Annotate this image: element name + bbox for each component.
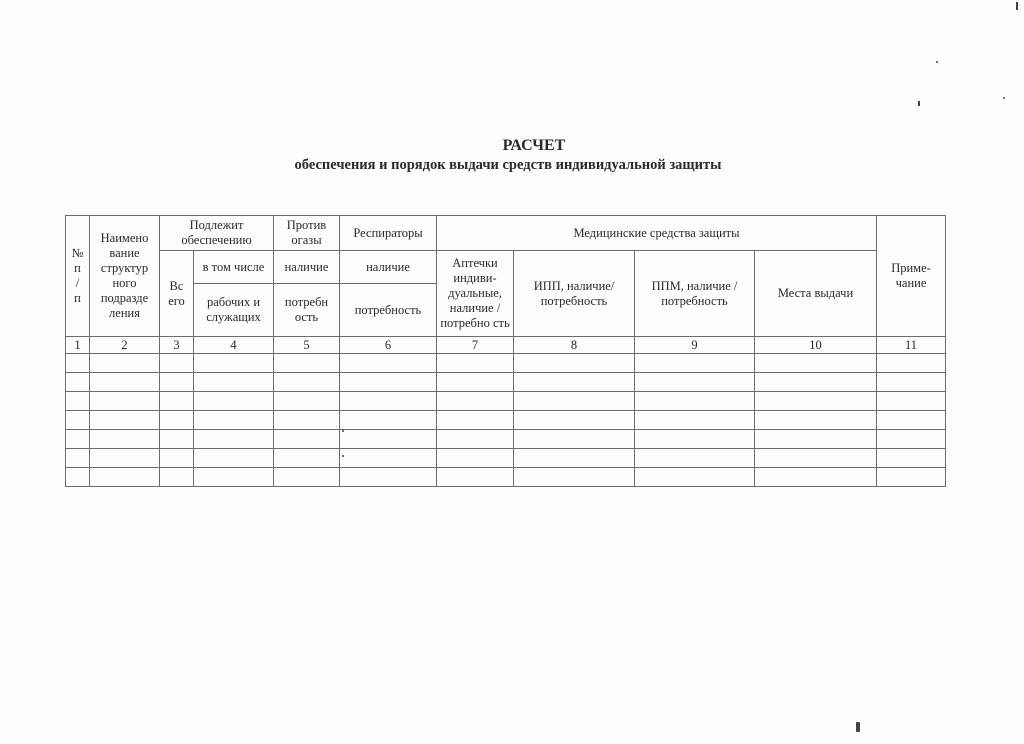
table-cell <box>274 354 340 373</box>
scan-speck <box>1003 97 1005 99</box>
table-cell <box>437 411 514 430</box>
table-cell <box>90 392 160 411</box>
table-cell <box>514 468 635 487</box>
table-cell <box>66 468 90 487</box>
table-row <box>66 373 946 392</box>
table-cell <box>160 354 194 373</box>
scan-speck <box>342 430 344 432</box>
table-cell <box>755 411 877 430</box>
table-cell <box>437 373 514 392</box>
table-cell <box>755 392 877 411</box>
column-number: 9 <box>635 337 755 354</box>
table-cell <box>877 449 946 468</box>
table-cell <box>514 373 635 392</box>
table-cell <box>66 373 90 392</box>
header-respirators: Респираторы <box>340 216 437 251</box>
ppe-table <box>65 215 946 487</box>
column-number: 2 <box>90 337 160 354</box>
document-title: РАСЧЕТ <box>502 137 566 154</box>
table-cell <box>437 468 514 487</box>
scan-speck <box>856 722 860 732</box>
table-cell <box>755 354 877 373</box>
table-cell <box>194 373 274 392</box>
header-issue-places: Места выдачи <box>755 251 877 337</box>
table-row <box>66 449 946 468</box>
scan-speck <box>1016 2 1018 10</box>
blank-rows <box>66 354 946 487</box>
table-cell <box>635 392 755 411</box>
table-row <box>66 468 946 487</box>
table-cell <box>160 468 194 487</box>
table-cell <box>66 411 90 430</box>
table-cell <box>340 373 437 392</box>
table-cell <box>274 392 340 411</box>
table-cell <box>340 354 437 373</box>
table-cell <box>514 430 635 449</box>
table-cell <box>66 449 90 468</box>
column-number: 1 <box>66 337 90 354</box>
table-cell <box>66 430 90 449</box>
table-cell <box>340 392 437 411</box>
table-cell <box>514 354 635 373</box>
scan-speck <box>918 101 920 106</box>
header-subdivision: Наимено вание структур ного подразде ления <box>90 216 160 337</box>
header-gas-masks-need: потребн ость <box>274 284 340 337</box>
table-cell <box>514 411 635 430</box>
header-no: № п / п <box>66 216 90 337</box>
table-cell <box>877 354 946 373</box>
table-cell <box>274 411 340 430</box>
header-notes: Приме-чание <box>877 216 946 337</box>
header-ipp: ИПП, наличие/ потребность <box>514 251 635 337</box>
header-first-aid-kits: Аптечки индиви-дуальные, наличие / потребно сть <box>437 251 514 337</box>
column-number: 10 <box>755 337 877 354</box>
table-cell <box>514 392 635 411</box>
header-gas-masks: Против огазы <box>274 216 340 251</box>
header-workers: рабочих и служащих <box>194 284 274 337</box>
column-number: 6 <box>340 337 437 354</box>
table-cell <box>877 468 946 487</box>
table-cell <box>274 468 340 487</box>
column-number: 4 <box>194 337 274 354</box>
table-cell <box>514 449 635 468</box>
header-subject-to-provision: Подлежит обеспечению <box>160 216 274 251</box>
table-cell <box>340 449 437 468</box>
table-cell <box>340 411 437 430</box>
table-cell <box>160 430 194 449</box>
table-cell <box>755 468 877 487</box>
table-cell <box>877 392 946 411</box>
header-total: Вс его <box>160 251 194 337</box>
table-cell <box>755 449 877 468</box>
table-cell <box>194 449 274 468</box>
table-cell <box>274 373 340 392</box>
document-title-block <box>0 136 1024 174</box>
column-number: 3 <box>160 337 194 354</box>
table-cell <box>90 468 160 487</box>
table-cell <box>160 449 194 468</box>
document-subtitle: обеспечения и порядок выдачи средств индивидуальной защиты <box>294 157 722 173</box>
table-row <box>66 430 946 449</box>
table-cell <box>437 392 514 411</box>
table-cell <box>437 354 514 373</box>
table-cell <box>194 468 274 487</box>
header-respirators-availability: наличие <box>340 251 437 284</box>
header-respirators-need: потребность <box>340 284 437 337</box>
table-cell <box>274 430 340 449</box>
table-cell <box>90 354 160 373</box>
header-medical: Медицинские средства защиты <box>437 216 877 251</box>
header-gas-masks-availability: наличие <box>274 251 340 284</box>
column-number-row <box>66 337 946 354</box>
table-row <box>66 392 946 411</box>
table-cell <box>66 392 90 411</box>
table-cell <box>274 449 340 468</box>
table-cell <box>194 411 274 430</box>
table-cell <box>635 449 755 468</box>
table-cell <box>194 430 274 449</box>
table-cell <box>160 373 194 392</box>
table-cell <box>194 392 274 411</box>
table-cell <box>90 430 160 449</box>
table-cell <box>635 430 755 449</box>
column-number: 5 <box>274 337 340 354</box>
table-cell <box>90 411 160 430</box>
table-cell <box>635 373 755 392</box>
header-including: в том числе <box>194 251 274 284</box>
table-cell <box>437 449 514 468</box>
table-cell <box>90 373 160 392</box>
scan-speck <box>936 61 938 63</box>
scan-speck <box>342 455 344 457</box>
header-ppm: ППМ, наличие / потребность <box>635 251 755 337</box>
table-cell <box>755 373 877 392</box>
table-row <box>66 411 946 430</box>
column-number: 7 <box>437 337 514 354</box>
table-cell <box>635 354 755 373</box>
table-cell <box>66 354 90 373</box>
table-cell <box>90 449 160 468</box>
table-cell <box>877 430 946 449</box>
table-cell <box>877 411 946 430</box>
table-cell <box>194 354 274 373</box>
table-cell <box>635 468 755 487</box>
column-number: 8 <box>514 337 635 354</box>
table-cell <box>755 430 877 449</box>
table-cell <box>160 411 194 430</box>
table-cell <box>340 468 437 487</box>
table-cell <box>877 373 946 392</box>
table-cell <box>635 411 755 430</box>
table-cell <box>160 392 194 411</box>
table-cell <box>437 430 514 449</box>
table-cell <box>340 430 437 449</box>
column-number: 11 <box>877 337 946 354</box>
table-row <box>66 354 946 373</box>
